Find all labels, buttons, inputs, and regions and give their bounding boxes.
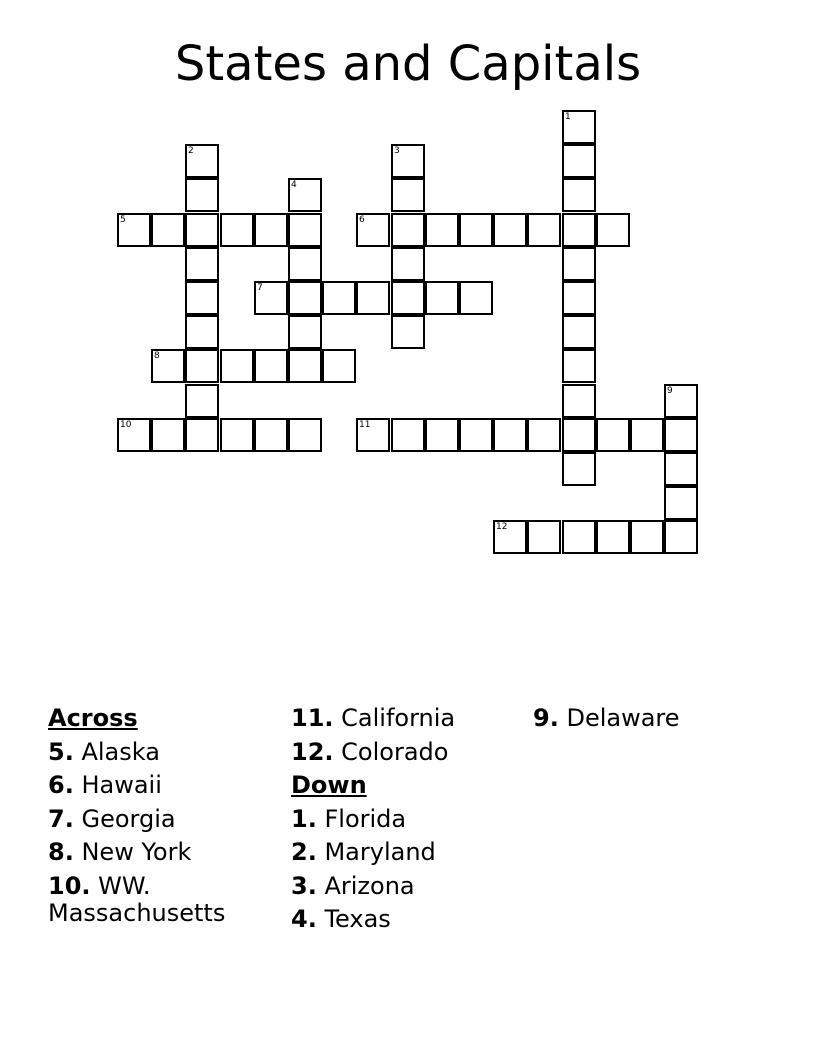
grid-cell[interactable] <box>288 349 322 383</box>
clue-number: 5. <box>48 737 74 766</box>
clue-number: 4. <box>291 905 317 933</box>
clues-column-1 <box>48 702 278 930</box>
grid-cell[interactable] <box>562 384 596 418</box>
clue-number: 11. <box>291 704 334 732</box>
grid-cell-number: 1 <box>565 112 571 122</box>
grid-cell[interactable] <box>185 281 219 315</box>
grid-cell[interactable] <box>288 418 322 452</box>
grid-cell[interactable] <box>562 178 596 212</box>
clue-text: WW. Massachusetts <box>48 871 226 927</box>
grid-cell[interactable] <box>185 384 219 418</box>
clue-across-12 <box>291 736 521 770</box>
grid-cell[interactable] <box>630 520 664 554</box>
grid-cell[interactable] <box>185 418 219 452</box>
clue-text: California <box>341 704 456 732</box>
clue-across-7 <box>48 803 278 837</box>
grid-cell[interactable] <box>493 213 527 247</box>
grid-cell[interactable] <box>562 213 596 247</box>
grid-cell[interactable] <box>391 281 425 315</box>
grid-cell-number: 10 <box>120 420 132 430</box>
grid-cell[interactable] <box>391 213 425 247</box>
grid-cell[interactable] <box>254 349 288 383</box>
grid-cell[interactable] <box>391 178 425 212</box>
grid-cell[interactable] <box>254 213 288 247</box>
down-heading: Down <box>291 771 367 799</box>
grid-cell[interactable] <box>527 213 561 247</box>
clue-text: Maryland <box>324 838 436 866</box>
grid-cell[interactable] <box>117 418 151 452</box>
grid-cell[interactable] <box>391 144 425 178</box>
grid-cell[interactable] <box>151 213 185 247</box>
clue-number: 2. <box>291 838 317 866</box>
clue-text: Texas <box>324 905 391 933</box>
grid-cell-number: 3 <box>394 146 400 156</box>
grid-cell[interactable] <box>562 247 596 281</box>
grid-cell[interactable] <box>562 144 596 178</box>
grid-cell[interactable] <box>664 384 698 418</box>
clue-number: 9. <box>533 704 559 732</box>
clue-number: 6. <box>48 771 74 799</box>
clue-number: 3. <box>291 871 317 900</box>
grid-cell[interactable] <box>288 281 322 315</box>
clue-text: New York <box>81 838 192 866</box>
grid-cell[interactable] <box>391 418 425 452</box>
clue-number: 8. <box>48 838 74 866</box>
clue-text: Colorado <box>341 737 449 766</box>
grid-cell[interactable] <box>254 418 288 452</box>
clue-number: 12. <box>291 737 334 766</box>
grid-cell[interactable] <box>185 213 219 247</box>
clues-column-3 <box>533 702 763 736</box>
clue-text: Delaware <box>566 704 680 732</box>
grid-cell[interactable] <box>322 281 356 315</box>
grid-cell[interactable] <box>151 349 185 383</box>
grid-cell[interactable] <box>151 418 185 452</box>
grid-cell[interactable] <box>493 520 527 554</box>
grid-cell[interactable] <box>562 418 596 452</box>
grid-cell[interactable] <box>596 418 630 452</box>
grid-cell[interactable] <box>185 349 219 383</box>
clue-down-3 <box>291 870 521 904</box>
clue-across-8 <box>48 836 278 870</box>
clue-text: Alaska <box>81 737 160 766</box>
grid-cell[interactable] <box>664 452 698 486</box>
grid-cell-number: 6 <box>359 215 365 225</box>
grid-cell[interactable] <box>288 247 322 281</box>
across-heading: Across <box>48 704 138 732</box>
clue-down-1 <box>291 803 521 837</box>
clue-across-6 <box>48 769 278 803</box>
clue-down-4 <box>291 903 521 937</box>
clue-across-10 <box>48 870 278 930</box>
grid-cell[interactable] <box>220 349 254 383</box>
clue-text: Hawaii <box>81 771 162 799</box>
grid-cell[interactable] <box>220 418 254 452</box>
grid-cell-number: 5 <box>120 215 126 225</box>
grid-cell[interactable] <box>288 213 322 247</box>
clue-across-5 <box>48 736 278 770</box>
clue-number: 7. <box>48 804 74 833</box>
grid-cell[interactable] <box>664 486 698 520</box>
grid-cell[interactable] <box>425 213 459 247</box>
clue-number: 10. <box>48 871 91 900</box>
grid-cell[interactable] <box>562 315 596 349</box>
grid-cell[interactable] <box>220 213 254 247</box>
grid-cell[interactable] <box>527 520 561 554</box>
grid-cell[interactable] <box>356 418 390 452</box>
grid-cell[interactable] <box>356 213 390 247</box>
grid-cell-number: 8 <box>154 351 160 361</box>
grid-cell[interactable] <box>630 418 664 452</box>
clue-text: Florida <box>324 804 407 833</box>
grid-cell[interactable] <box>185 247 219 281</box>
grid-cell-number: 2 <box>188 146 194 156</box>
grid-cell[interactable] <box>356 281 390 315</box>
grid-cell[interactable] <box>391 247 425 281</box>
grid-cell[interactable] <box>288 315 322 349</box>
grid-cell-number: 7 <box>257 283 263 293</box>
clue-text: Georgia <box>81 804 176 833</box>
clue-across-11 <box>291 702 521 736</box>
grid-cell[interactable] <box>288 178 322 212</box>
page-title: States and Capitals <box>174 36 642 92</box>
clue-number: 1. <box>291 804 317 833</box>
grid-cell[interactable] <box>425 418 459 452</box>
grid-cell[interactable] <box>117 213 151 247</box>
clues-column-2 <box>291 702 521 937</box>
clue-down-9 <box>533 702 763 736</box>
grid-cell[interactable] <box>527 418 561 452</box>
grid-cell[interactable] <box>562 110 596 144</box>
grid-cell-number: 12 <box>496 522 508 532</box>
clue-text: Arizona <box>324 871 415 900</box>
grid-cell[interactable] <box>562 520 596 554</box>
grid-cell[interactable] <box>185 315 219 349</box>
grid-cell[interactable] <box>185 144 219 178</box>
grid-cell[interactable] <box>459 213 493 247</box>
grid-cell[interactable] <box>562 349 596 383</box>
grid-cell-number: 4 <box>291 180 297 190</box>
grid-cell[interactable] <box>596 520 630 554</box>
grid-cell[interactable] <box>254 281 288 315</box>
grid-cell[interactable] <box>562 452 596 486</box>
grid-cell[interactable] <box>493 418 527 452</box>
grid-cell-number: 9 <box>667 386 673 396</box>
grid-cell[interactable] <box>425 281 459 315</box>
grid-cell[interactable] <box>391 315 425 349</box>
grid-cell[interactable] <box>562 281 596 315</box>
grid-cell[interactable] <box>459 418 493 452</box>
grid-cell[interactable] <box>596 213 630 247</box>
grid-cell[interactable] <box>322 349 356 383</box>
grid-cell[interactable] <box>664 520 698 554</box>
grid-cell-number: 11 <box>359 420 371 430</box>
grid-cell[interactable] <box>664 418 698 452</box>
clue-down-2 <box>291 836 521 870</box>
grid-cell[interactable] <box>459 281 493 315</box>
grid-cell[interactable] <box>185 178 219 212</box>
